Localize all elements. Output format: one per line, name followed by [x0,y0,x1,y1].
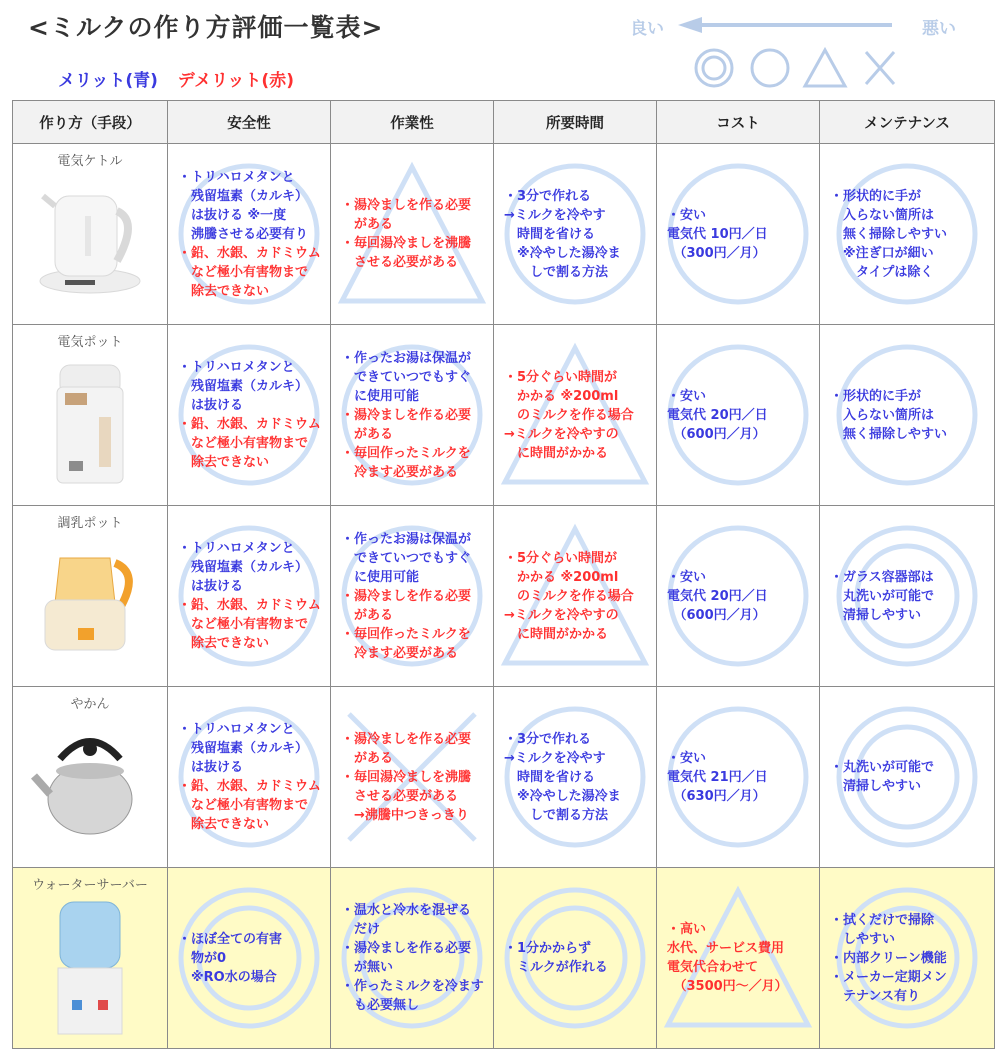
evaluation-cell [820,868,995,1049]
cell-text-line: →沸騰中つきっきり [341,807,469,823]
cell-text-line: は抜ける [178,760,244,775]
cell-text-line: ※注ぎ口が細い [830,245,934,261]
page-title: <ミルクの作り方評価一覧表> [28,13,384,42]
cell-text-line: ・鉛、水銀、カドミウム [178,598,321,613]
cell-text-line: ・安い [667,569,707,585]
cell-text-line: 丸洗いが可能で [830,588,935,604]
cell-text-line: ・トリハロメタンと [178,722,295,737]
cell-text [657,387,819,444]
header-safety: 安全性 [168,101,331,144]
cell-text [331,530,493,663]
cell-text-line: ・1分かからず [504,941,592,956]
cell-text-line: ・安い [667,750,707,766]
cell-text-line: がある [341,607,394,623]
cell-text-line: 清掃しやすい [830,607,922,623]
cell-text-line: 残留塩素（カルキ） [178,741,309,756]
cell-text [168,930,330,987]
cell-text-line: ・内部クリーン機能 [830,950,947,966]
method-name: 電気ケトル [57,154,123,169]
cell-text-line: など極小有害物まで [178,264,309,280]
evaluation-cell [331,868,494,1049]
method-name: ウォーターサーバー [32,878,148,893]
rating-scale [630,6,960,92]
cell-text-line: 無く掃除しやすい [830,426,948,442]
cell-text-line: 残留塩素（カルキ） [178,188,309,204]
cell-text-line: 沸騰させる必要有り [178,226,309,242]
cell-text-line: しで割る方法 [504,264,609,280]
cell-text-line: →ミルクを冷やすの [504,426,619,442]
scale-good-label: 良い [630,19,664,39]
method-cell [13,144,168,325]
cell-text-line: しで割る方法 [504,807,609,823]
cell-text-line: ・湯冷ましを作る必要 [341,198,472,213]
cell-text-line: に使用可能 [341,569,420,585]
cell-text-line: ・トリハロメタンと [178,541,295,556]
table-row [13,868,995,1049]
cell-text-line: 冷ます必要がある [341,464,459,480]
cell-text-line: 水代、サービス費用 [667,941,785,956]
cell-text-line: ・毎回湯冷ましを沸騰 [341,236,472,251]
cell-text-line: ・ほぼ全ての有害 [178,931,283,947]
cell-text-line: だけ [341,922,381,937]
cell-text-line: ※RO水の場合 [178,969,277,985]
cell-text-line: ※冷やした湯冷ま [504,245,621,261]
evaluation-cell [331,325,494,506]
cell-text-line: （630円／月） [667,788,766,804]
method-cell [13,325,168,506]
cell-text-line: ・毎回作ったミルクを [341,445,471,461]
cell-text-line: は抜ける [178,398,244,413]
evaluation-cell [820,144,995,325]
header-workability: 作業性 [331,101,494,144]
cell-text-line: に使用可能 [341,388,420,404]
cell-text-line: ・丸洗いが可能で [830,760,935,775]
formula-pot-icon [30,538,150,658]
cell-text [494,368,656,463]
cell-text-line: （600円／月） [667,607,766,623]
cell-text-line: （600円／月） [667,426,766,442]
cell-text-line: ・毎回湯冷ましを沸騰 [341,769,472,785]
cell-text-line: 無く掃除しやすい [830,226,948,242]
cell-text-line: ・3分で作れる [504,731,592,747]
cell-text-line: ・鉛、水銀、カドミウム [178,245,321,261]
cell-text-line: ・湯冷ましを作る必要 [341,588,472,604]
cell-text-line: ※冷やした湯冷ま [504,788,621,804]
cell-text-line: させる必要がある [341,788,459,804]
cell-text-line: 清掃しやすい [830,779,922,794]
circle-symbol-icon [752,50,788,86]
cell-text-line: 電気代合わせて [667,960,759,975]
cell-text-line: 電気代 20円／日 [667,588,768,604]
cell-text-line: ・5分ぐらい時間が [504,369,618,385]
cell-text-line: ・湯冷ましを作る必要 [341,941,472,956]
table-row [13,687,995,868]
cell-text-line: 除去できない [178,283,270,299]
cell-text-line: させる必要がある [341,255,459,270]
electric-kettle-icon [35,176,145,296]
cell-text-line: など極小有害物まで [178,617,309,632]
method-name: 電気ポット [57,335,123,350]
cell-text-line: ・メーカー定期メン [830,969,947,985]
cell-text-line: など極小有害物まで [178,798,309,813]
cell-text [494,939,656,977]
cell-text [331,349,493,482]
cell-text-line: のミルクを作る場合 [504,588,634,604]
cell-text [657,920,819,996]
scale-bad-label: 悪い [922,19,956,39]
cell-text-line: に時間がかかる [504,445,609,461]
header-maintenance: メンテナンス [820,101,995,144]
evaluation-cell [657,868,820,1049]
cell-text [820,387,994,444]
cell-text-line: のミルクを作る場合 [504,407,634,423]
evaluation-cell [331,144,494,325]
cell-text-line: ミルクが作れる [504,960,608,975]
cell-text-line: 電気代 21円／日 [667,769,768,785]
cell-text-line: ・3分で作れる [504,188,592,204]
cell-text-line: も必要無し [341,998,420,1013]
method-cell [13,868,168,1049]
cell-text-line: ・安い [667,207,707,223]
cell-text [331,730,493,825]
cell-text-line: 冷ます必要がある [341,645,459,661]
evaluation-cell [168,325,331,506]
header-method: 作り方（手段） [13,101,168,144]
triangle-symbol-icon [805,50,845,86]
cell-text [820,758,994,796]
evaluation-cell [331,506,494,687]
evaluation-cell [494,868,657,1049]
evaluation-cell [657,325,820,506]
cell-text-line: 時間を省ける [504,769,596,785]
electric-pot-icon [45,357,135,487]
cell-text-line: 電気代 10円／日 [667,226,768,242]
demerit-legend: デメリット(赤) [177,71,294,91]
evaluation-table [12,100,995,1049]
water-server-icon [50,900,130,1035]
cell-text-line: ・高い [667,922,707,937]
cell-text-line: 電気代 20円／日 [667,407,768,423]
evaluation-cell [168,144,331,325]
cell-text-line: に時間がかかる [504,626,609,642]
merit-legend: メリット(青) [58,71,158,91]
evaluation-cell [494,687,657,868]
cell-text-line: ・トリハロメタンと [178,169,295,185]
cell-text-line: かかる ※200ml [504,388,619,404]
cell-text-line: →ミルクを冷やす [504,750,606,766]
evaluation-cell [820,506,995,687]
stovetop-kettle-icon [30,719,150,839]
header-time: 所要時間 [494,101,657,144]
cell-text-line: ・温水と冷水を混ぜる [341,903,472,918]
rating-scale-graphic [630,6,960,92]
method-cell [13,506,168,687]
evaluation-cell [820,325,995,506]
method-cell [13,687,168,868]
cell-text-line: ・作ったお湯は保温が [341,350,472,366]
cell-text-line: は抜ける [178,579,244,594]
cell-text [657,206,819,263]
cell-text-line: ・湯冷ましを作る必要 [341,731,472,747]
cell-text-line: 時間を省ける [504,226,596,242]
cell-text-line: ・拭くだけで掃除 [830,912,935,928]
cell-text [331,901,493,1015]
cell-text-line: ・トリハロメタンと [178,360,295,375]
header-cost: コスト [657,101,820,144]
cell-text-line: 除去できない [178,636,270,651]
cell-text [168,358,330,472]
cell-text [820,911,994,1006]
color-legend [58,66,294,91]
evaluation-cell [494,506,657,687]
header-row [13,101,995,144]
cell-text [168,539,330,653]
cell-text [657,568,819,625]
cell-text-line: →ミルクを冷やすの [504,607,619,623]
evaluation-cell [657,506,820,687]
cell-text-line: がある [341,750,394,766]
cell-text-line: かかる ※200ml [504,569,619,585]
evaluation-cell [168,868,331,1049]
cell-text-line: 入らない箇所は [830,207,935,223]
cell-text [494,730,656,825]
evaluation-cell [657,144,820,325]
cell-text-line: 入らない箇所は [830,407,935,423]
cell-text-line: がある [341,217,394,232]
cell-text [331,196,493,272]
scale-arrow-head-icon [678,17,702,33]
cell-text-line: できていつでもすぐ [341,550,472,566]
evaluation-cell [494,144,657,325]
method-name: 調乳ポット [57,516,123,531]
table-row [13,144,995,325]
cell-text-line: 物が0 [178,950,227,966]
cell-text-line: 残留塩素（カルキ） [178,379,309,394]
cell-text-line: ・湯冷ましを作る必要 [341,407,472,423]
evaluation-cell [657,687,820,868]
cell-text [820,187,994,282]
cell-text-line: が無い [341,960,394,975]
cell-text-line: →ミルクを冷やす [504,207,606,223]
cell-text-line: ・安い [667,388,707,404]
cell-text-line: ・作ったお湯は保温が [341,531,472,547]
cell-text-line: ・鉛、水銀、カドミウム [178,779,321,794]
cell-text-line: ・毎回作ったミルクを [341,626,471,642]
method-name: やかん [70,697,110,712]
cell-text [820,568,994,625]
double-circle-symbol-icon [696,50,732,86]
table-body [13,144,995,1049]
cell-text-line: ・ガラス容器部は [830,569,934,585]
cell-text-line: （3500円～／月） [667,979,788,994]
cell-text-line: できていつでもすぐ [341,369,472,385]
cell-text-line: 除去できない [178,455,270,470]
cell-text-line: ・鉛、水銀、カドミウム [178,417,321,432]
cell-text-line: ・作ったミルクを冷ます [341,979,484,994]
cell-text-line: しやすい [830,931,896,947]
table-row [13,506,995,687]
evaluation-cell [168,506,331,687]
evaluation-cell [820,687,995,868]
cell-text-line: は抜ける ※一度 [178,207,287,223]
cell-text-line: など極小有害物まで [178,436,309,451]
cell-text-line: （300円／月） [667,245,766,261]
cell-text-line: テナンス有り [830,988,920,1004]
cell-text-line: タイプは除く [830,264,934,280]
cell-text-line: 残留塩素（カルキ） [178,560,309,575]
evaluation-cell [494,325,657,506]
cell-text [494,549,656,644]
cell-text-line: ・5分ぐらい時間が [504,550,618,566]
table-row [13,325,995,506]
cell-text [494,187,656,282]
evaluation-cell [168,687,331,868]
cell-text [168,720,330,834]
cell-text-line: ・形状的に手が [830,388,922,404]
cell-text-line: ・形状的に手が [830,188,922,204]
cell-text [168,168,330,301]
cell-text-line: がある [341,426,394,442]
cell-text [657,749,819,806]
evaluation-cell [331,687,494,868]
cell-text-line: 除去できない [178,817,270,832]
